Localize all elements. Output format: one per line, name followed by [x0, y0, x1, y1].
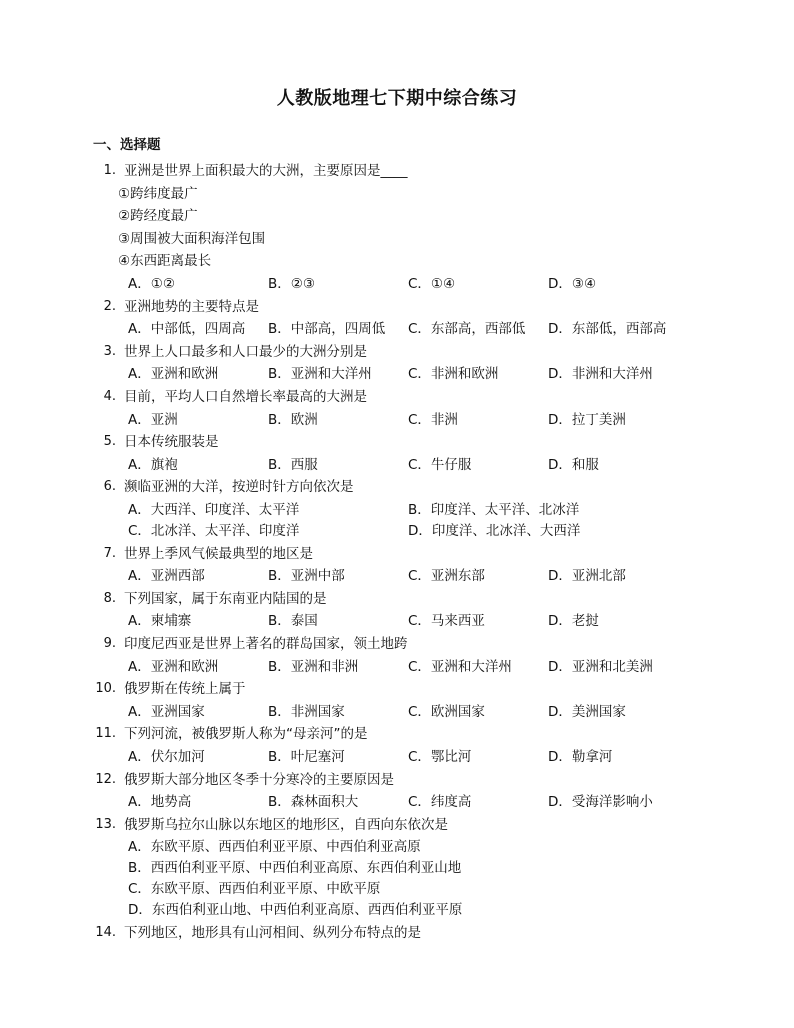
question-number: 5.	[103, 434, 116, 450]
answer-option: D．拉丁美洲	[548, 411, 626, 428]
question-stem: 下列国家，属于东南亚内陆国的是	[124, 590, 327, 607]
answer-option: D．老挝	[548, 613, 599, 630]
answer-option: D．勒拿河	[548, 749, 613, 765]
answer-option: B．亚洲中部	[268, 568, 345, 585]
question-stem: 俄罗斯在传统上属于	[124, 681, 246, 698]
question-stem: 日本传统服装是	[124, 434, 219, 451]
question-number: 12.	[95, 771, 116, 787]
answer-option: A．伏尔加河	[128, 749, 205, 765]
question-number: 9.	[103, 636, 116, 651]
question-number: 7.	[103, 545, 116, 561]
question-number: 1.	[103, 163, 116, 178]
question-stem: 世界上人口最多和人口最少的大洲分别是	[124, 343, 367, 360]
answer-option: C．北冰洋、太平洋、印度洋	[128, 523, 300, 539]
question-statement: ②跨经度最广	[118, 208, 198, 225]
answer-option: A．地势高	[128, 794, 192, 811]
question-stem: 俄罗斯乌拉尔山脉以东地区的地形区，自西向东依次是	[124, 816, 448, 833]
answer-option: A．大西洋、印度洋、太平洋	[128, 502, 300, 518]
answer-option: C．东欧平原、西西伯利亚平原、中欧平原	[128, 881, 381, 898]
question-stem: 亚洲是世界上面积最大的大洲，主要原因是____	[124, 163, 408, 179]
answer-option: A．中部低，四周高	[128, 321, 246, 338]
answer-option: B．叶尼塞河	[268, 749, 345, 765]
answer-option: B．西服	[268, 456, 318, 473]
question-stem: 目前，平均人口自然增长率最高的大洲是	[124, 389, 367, 405]
question-stem: 印度尼西亚是世界上著名的群岛国家，领土地跨	[124, 636, 408, 652]
page-title: 人教版地理七下期中综合练习	[276, 88, 518, 109]
answer-option: A．东欧平原、西西伯利亚平原、中西伯利亚高原	[128, 839, 421, 856]
question-stem: 亚洲地势的主要特点是	[124, 298, 259, 315]
question-number: 2.	[103, 298, 116, 314]
answer-option: B．欧洲	[268, 411, 318, 428]
answer-option: B．西西伯利亚平原、中西伯利亚高原、东西伯利亚山地	[128, 860, 462, 877]
question-stem: 世界上季风气候最典型的地区是	[124, 545, 313, 562]
answer-option: C．牛仔服	[408, 456, 472, 473]
answer-option: D．受海洋影响小	[548, 794, 653, 811]
answer-option: A．柬埔寨	[128, 613, 192, 630]
answer-option: C．非洲	[408, 411, 458, 428]
answer-option: C．①④	[408, 276, 456, 292]
answer-option: B．泰国	[268, 613, 318, 630]
answer-option: A．亚洲	[128, 411, 178, 428]
answer-option: C．东部高，西部低	[408, 321, 526, 338]
question-number: 10.	[95, 681, 116, 697]
question-statement: ③周围被大面积海洋包围	[118, 230, 266, 247]
answer-option: C．鄂比河	[408, 749, 472, 765]
answer-option: D．和服	[548, 456, 599, 473]
section-heading: 一、选择题	[93, 137, 161, 153]
question-number: 4.	[103, 389, 116, 404]
answer-option: C．欧洲国家	[408, 703, 485, 720]
question-stem: 下列地区，地形具有山河相间、纵列分布特点的是	[124, 925, 421, 941]
answer-option: D．非洲和大洋州	[548, 366, 653, 383]
answer-option: B．亚洲和非洲	[268, 658, 359, 675]
question-number: 14.	[95, 925, 116, 940]
answer-option: A．①②	[128, 276, 175, 292]
answer-option: D．印度洋、北冰洋、大西洋	[408, 523, 581, 539]
answer-option: D．③④	[548, 276, 597, 292]
question-statement: ①跨纬度最广	[118, 185, 198, 202]
answer-option: A．亚洲和欧洲	[128, 658, 219, 675]
answer-option: D．东西伯利亚山地、中西伯利亚高原、西西伯利亚平原	[128, 902, 463, 919]
answer-option: B．森林面积大	[268, 794, 359, 811]
question-number: 11.	[95, 726, 116, 742]
answer-option: C．马来西亚	[408, 613, 485, 630]
answer-option: A．旗袍	[128, 456, 178, 473]
answer-option: B．印度洋、太平洋、北冰洋	[408, 502, 580, 518]
answer-option: B．中部高，四周低	[268, 321, 386, 338]
answer-option: D．亚洲和北美洲	[548, 658, 653, 675]
question-stem: 下列河流，被俄罗斯人称为“母亲河”的是	[124, 726, 368, 743]
answer-option: B．非洲国家	[268, 703, 345, 720]
answer-option: B．②③	[268, 276, 315, 292]
answer-option: A．亚洲西部	[128, 568, 205, 585]
question-number: 13.	[95, 816, 116, 832]
answer-option: D．东部低，西部高	[548, 321, 667, 338]
answer-option: C．非洲和欧洲	[408, 366, 499, 383]
answer-option: A．亚洲和欧洲	[128, 366, 219, 383]
answer-option: B．亚洲和大洋州	[268, 366, 372, 383]
answer-option: C．亚洲和大洋州	[408, 658, 512, 675]
question-number: 8.	[103, 590, 116, 606]
question-stem: 俄罗斯大部分地区冬季十分寒冷的主要原因是	[124, 771, 394, 788]
question-number: 6.	[103, 479, 116, 495]
question-number: 3.	[103, 343, 116, 359]
answer-option: D．美洲国家	[548, 703, 626, 720]
question-statement: ④东西距离最长	[118, 253, 212, 270]
answer-option: C．纬度高	[408, 794, 472, 811]
answer-option: A．亚洲国家	[128, 703, 205, 720]
answer-option: D．亚洲北部	[548, 568, 626, 585]
answer-option: C．亚洲东部	[408, 568, 485, 585]
question-stem: 濒临亚洲的大洋，按逆时针方向依次是	[124, 479, 354, 496]
